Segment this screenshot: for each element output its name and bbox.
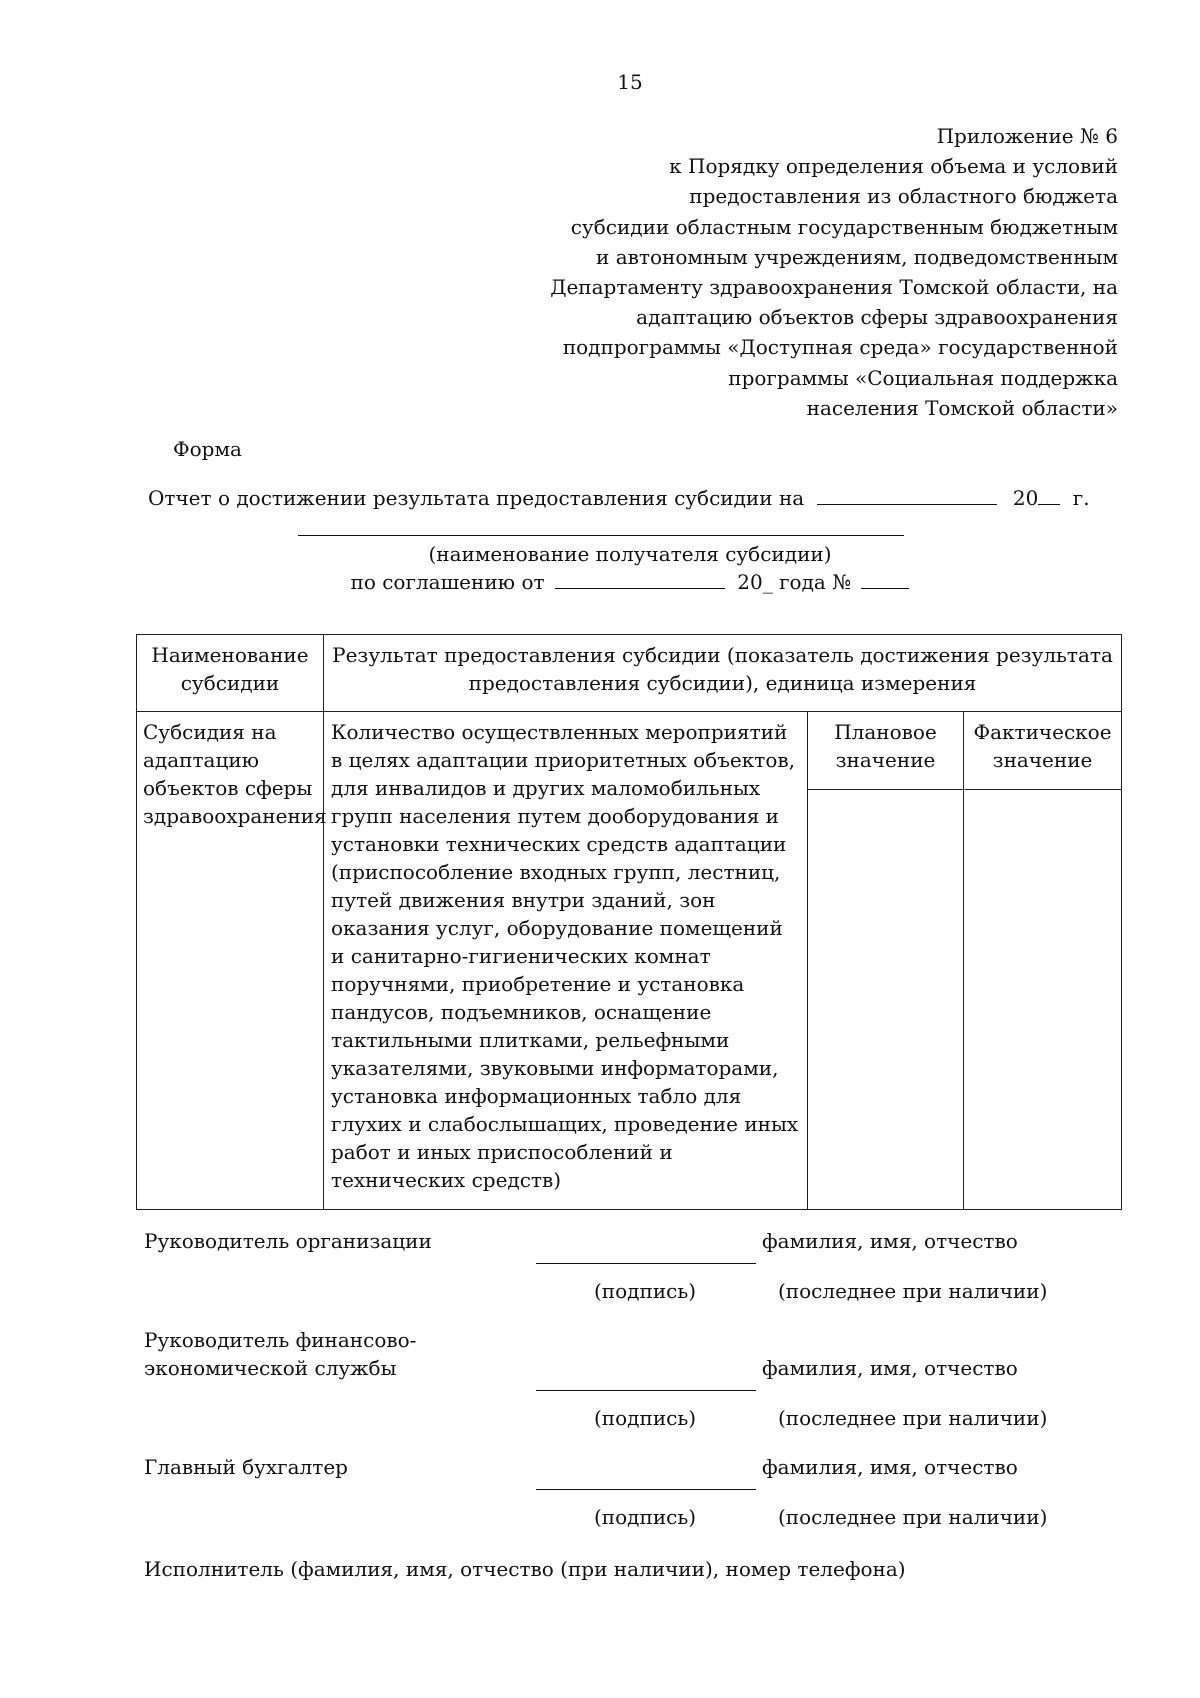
signature-name-label: фамилия, имя, отчество xyxy=(762,1455,1018,1479)
report-year: 20 xyxy=(1012,486,1039,510)
appendix-header xyxy=(398,122,1118,424)
appendix-line: к Порядку определения объема и условий xyxy=(669,154,1118,179)
form-label: Форма xyxy=(173,437,242,461)
signature-role: Главный бухгалтер xyxy=(144,1455,348,1479)
name-caption: (последнее при наличии) xyxy=(778,1505,1048,1529)
agreement-date-blank xyxy=(555,568,725,589)
agreement-line xyxy=(0,568,1200,596)
name-caption: (последнее при наличии) xyxy=(778,1406,1048,1430)
agreement-number-blank xyxy=(861,568,909,589)
signature-line xyxy=(536,1489,756,1490)
appendix-line: Департаменту здравоохранения Томской области, на xyxy=(550,274,1118,299)
subsidy-name-cell: Субсидия на адаптацию объектов сферы здравоохранения xyxy=(137,712,324,1210)
appendix-line: подпрограммы «Доступная среда» государственной xyxy=(562,335,1118,360)
appendix-line: предоставления из областного бюджета xyxy=(689,184,1118,209)
planned-value-header: Плановое значение xyxy=(808,712,964,790)
header-subsidy-name: Наименование субсидии xyxy=(137,635,324,712)
appendix-line: программы «Социальная поддержка xyxy=(728,365,1118,390)
agreement-year: 20_ года № xyxy=(737,570,852,594)
year-blank xyxy=(1038,484,1060,505)
actual-value-header: Фактическое значение xyxy=(964,712,1122,790)
signature-role: Руководитель организации xyxy=(144,1229,432,1253)
signature-caption: (подпись) xyxy=(594,1505,697,1529)
report-title xyxy=(148,484,1090,512)
report-title-text: Отчет о достижении результата предоставления субсидии на xyxy=(148,486,805,510)
signature-line xyxy=(536,1263,756,1264)
appendix-line: и автономным учреждениям, подведомственным xyxy=(596,244,1118,269)
page-number: 15 xyxy=(617,70,643,94)
actual-value-cell xyxy=(964,790,1122,1210)
name-caption: (последнее при наличии) xyxy=(778,1279,1048,1303)
recipient-name-line xyxy=(298,535,904,536)
report-year-suffix: г. xyxy=(1072,486,1090,510)
appendix-line: адаптацию объектов сферы здравоохранения xyxy=(636,305,1118,330)
recipient-caption: (наименование получателя субсидии) xyxy=(428,542,832,566)
signature-caption: (подпись) xyxy=(594,1406,697,1430)
signature-line xyxy=(536,1390,756,1391)
result-description-cell: Количество осуществленных мероприятий в целях адаптации приоритетных объектов, для инвалидов и других маломобильных групп населения путем дооборудования и установки технических средств адаптации (приспособление входных групп, лестниц, путей движения внутри зданий, зон оказания услуг, оборудование помещений и санитарно-гигиенических комнат поручнями, приобретение и установка пандусов, подъемников, оснащение тактильными плитками, рельефными указателями, звуковыми информаторами, установка информационных табло для глухих и слабослышащих, проведение иных работ и иных приспособлений и технических средств) xyxy=(324,712,808,1210)
signature-name-label: фамилия, имя, отчество xyxy=(762,1229,1018,1253)
signature-caption: (подпись) xyxy=(594,1279,697,1303)
signature-role-line2: экономической службы xyxy=(144,1356,397,1380)
date-blank xyxy=(817,484,997,505)
signature-name-label: фамилия, имя, отчество xyxy=(762,1356,1018,1380)
agreement-prefix: по соглашению от xyxy=(350,570,545,594)
planned-value-cell xyxy=(808,790,964,1210)
executor-line: Исполнитель (фамилия, имя, отчество (при наличии), номер телефона) xyxy=(144,1557,906,1581)
result-table xyxy=(136,634,1122,1210)
appendix-line: субсидии областным государственным бюджетным xyxy=(570,214,1118,239)
header-result: Результат предоставления субсидии (показатель достижения результата предоставления субсидии), единица измерения xyxy=(324,635,1122,712)
appendix-line: населения Томской области» xyxy=(806,395,1118,420)
signature-role: Руководитель финансово- xyxy=(144,1328,417,1352)
appendix-line: Приложение № 6 xyxy=(936,124,1118,148)
